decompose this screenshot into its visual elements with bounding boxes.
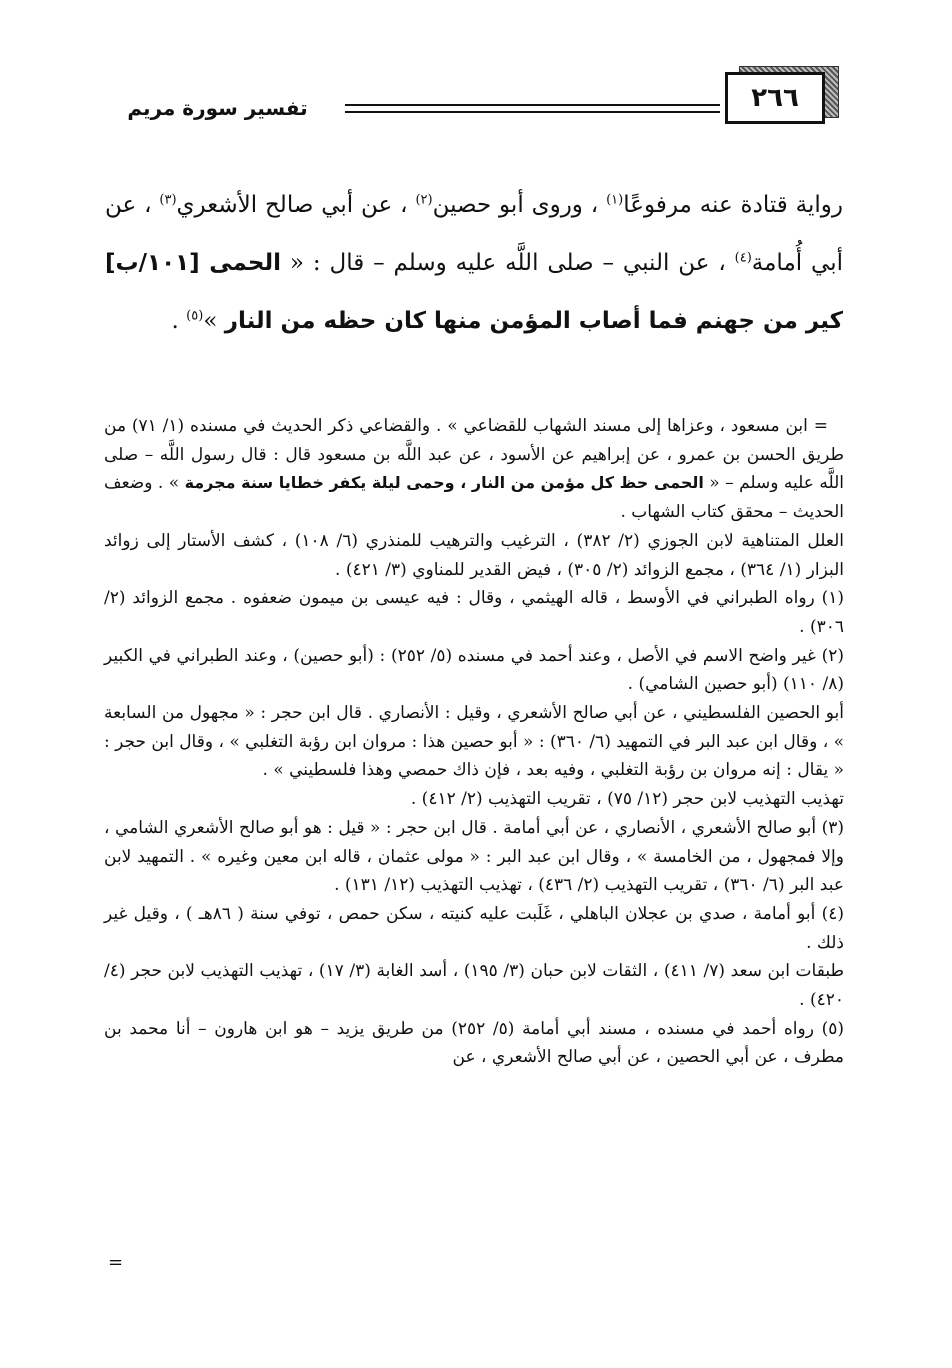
header-rule-bottom <box>345 111 720 113</box>
footnote-2-sources: تهذيب التهذيب لابن حجر (١٢/ ٧٥) ، تقريب التهذيب (٢/ ٤١٢) . <box>410 789 844 810</box>
footnote-5: (٥) رواه أحمد في مسنده ، مسند أبي أمامة (٥/ ٢٥٢) من طريق يزيد – هو ابن هارون – أنا محمد بن مطرف ، عن أبي الحصين ، عن أبي صالح الأشعري ، عن <box>104 1018 844 1068</box>
footnote-text: = ابن مسعود ، وعزاها إلى مسند الشهاب للقضاعي » . والقضاعي ذكر الحديث في مسنده (١/ ٧١) من طريق الحسن بن عمرو ، عن إبراهيم عن الأسود ، عن عبد اللَّه بن مسعود قال : قال رسول اللَّه – صلى اللَّه عليه وسلم – « <box>104 416 844 494</box>
footnote-ref: (٤) <box>734 250 752 266</box>
footnote-quote: الحمى حظ كل مؤمن من النار ، وحمى ليلة يكفر خطايا سنة مجرمة <box>184 473 704 493</box>
main-text-segment: رواية قتادة عنه مرفوعًا <box>623 192 843 218</box>
footnote-ref: (٥) <box>186 308 204 324</box>
footnote-ref: (٢) <box>415 192 433 208</box>
footnote-2-detail: أبو الحصين الفلسطيني ، عن أبي صالح الأشعري ، وقيل : الأنصاري . قال ابن حجر : « مجهول من السابعة » ، وقال ابن عبد البر في التمهيد (٦/ ٣٦٠) : « أبو حصين هذا : مروان ابن رؤبة التغلبي » ، وقال ابن حجر : « يقال : إنه مروان بن رؤبة التغلبي ، وفيه بعد ، فإن ذاك حمصي وهذا فلسطيني » . <box>104 703 844 781</box>
continuation-marker: = <box>108 1252 124 1273</box>
hadith-quote: الحمى [١٠١/ب] كير من جهنم فما أصاب المؤمن منها كان حظه من النار <box>105 250 843 334</box>
footnote-4: (٤) أبو أمامة ، صدي بن عجلان الباهلي ، غَلَبت عليه كنيته ، سكن حمص ، توفي سنة ( ٨٦هـ ) ، وقيل غير ذلك . <box>104 903 844 953</box>
page-number-box <box>725 72 825 124</box>
footnote-3: (٣) أبو صالح الأشعري ، الأنصاري ، عن أبي أمامة . قال ابن حجر : « قيل : هو أبو صالح الأشعري الشامي ، وإلا فمجهول ، من الخامسة » ، وقال ابن عبد البر : « مولى عثمان ، قاله ابن معين وغيره » . التمهيد لابن عبد البر (٦/ ٣٦٠) ، تقريب التهذيب (٢/ ٤٣٦) ، تهذيب التهذيب (١٢/ ١٣١) . <box>104 817 844 896</box>
footnote-sources: العلل المتناهية لابن الجوزي (٢/ ٣٨٢) ، الترغيب والترهيب للمنذري (٦/ ١٠٨) ، كشف الأستار إلى زوائد البزار (١/ ٣٦٤) ، مجمع الزوائد (٢/ ٣٠٥) ، فيض القدير للمناوي (٣/ ٤٢١) . <box>104 530 845 580</box>
main-text <box>105 176 843 350</box>
footnotes <box>104 412 844 1072</box>
main-text-segment: ، عن أبي صالح الأشعري <box>176 192 416 218</box>
running-title: تفسير سورة مريم <box>127 96 308 120</box>
main-text-segment: ، عن النبي – صلى اللَّه عليه وسلم – قال : « <box>281 250 735 276</box>
page-number: ٢٦٦ <box>751 83 799 113</box>
footnote-4-sources: طبقات ابن سعد (٧/ ٤١١) ، الثقات لابن حبان (٣/ ١٩٥) ، أسد الغابة (٣/ ١٧) ، تهذيب التهذيب لابن حجر (٤/ ٤٢٠) . <box>104 961 844 1011</box>
footnote-ref: (٣) <box>159 192 177 208</box>
main-text-segment: » <box>203 308 225 334</box>
main-text-segment: ، عن أبي أُمامة <box>105 192 843 276</box>
footnote-continuation <box>104 412 844 527</box>
footnote-1: (١) رواه الطبراني في الأوسط ، قاله الهيثمي ، وقال : فيه عيسى بن ميمون ضعفوه . مجمع الزوائد (٢/ ٣٠٦) . <box>104 588 844 637</box>
footnote-ref: (١) <box>606 192 624 208</box>
footnote-2: (٢) غير واضح الاسم في الأصل ، وعند أحمد في مسنده (٥/ ٢٥٢) : (أبو حصين) ، وعند الطبراني في الكبير (٨/ ١١٠) (أبو حصين الشامي) . <box>104 645 844 695</box>
header-rule-top <box>345 104 720 106</box>
footnote-text: » . وضعف الحديث – محقق كتاب الشهاب . <box>104 473 844 523</box>
main-text-segment: ، وروى أبو حصين <box>432 192 607 218</box>
main-text-segment: . <box>171 308 187 334</box>
